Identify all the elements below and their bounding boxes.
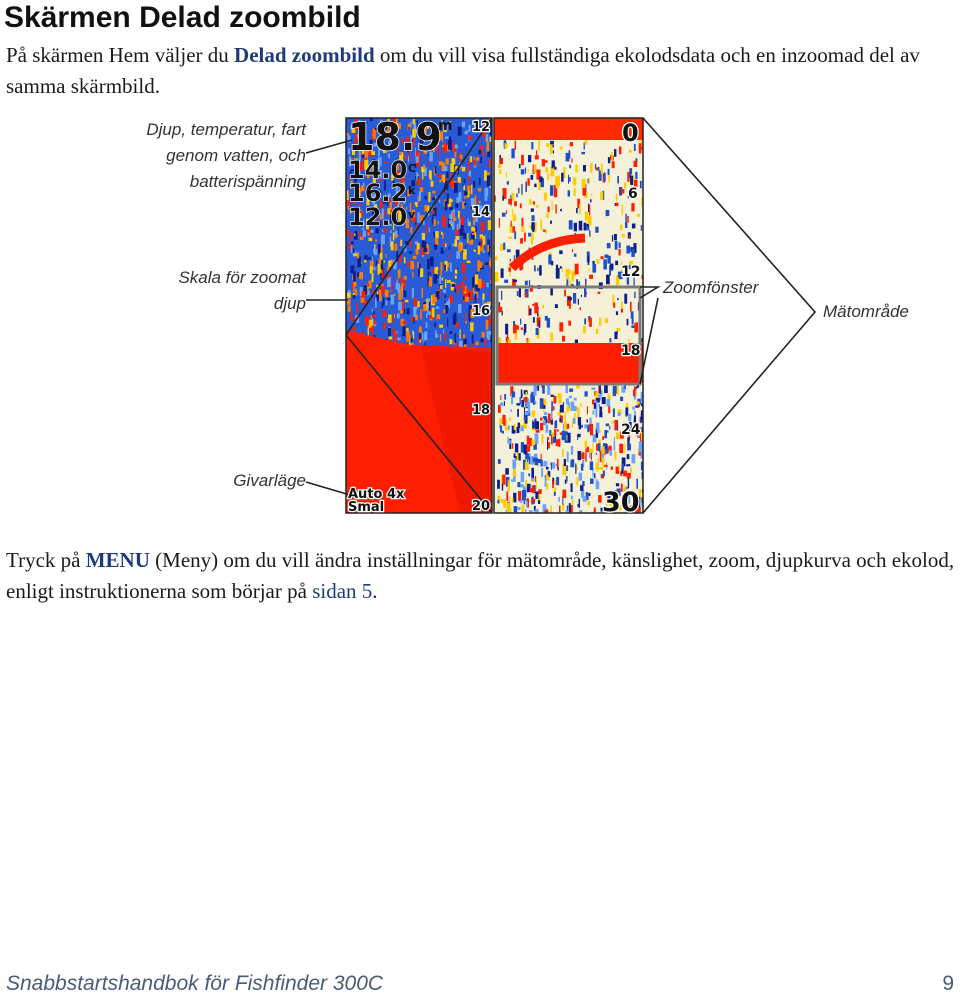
speed-value: 16.2 <box>348 179 408 207</box>
page-reference-link[interactable]: sidan 5 <box>312 579 373 603</box>
outro-text-2: (Meny) om du vill ändra inställningar för mätområde, känslighet, zoom, djupkurva och ekolod, enligt instruktionerna som börjar på <box>6 548 955 603</box>
intro-text-1: På skärmen Hem väljer du <box>6 43 235 67</box>
intro-text-2: om du vill visa fullständiga ekolodsdata och en inzoomad del av samma skärmbild. <box>6 43 920 98</box>
zoom-scale-label: 18 <box>472 403 491 418</box>
voltage-unit: v <box>408 208 416 221</box>
mode-line-2: Smal <box>348 500 385 515</box>
range-scale-label: 18 <box>621 343 641 359</box>
temperature-unit: C <box>408 162 417 175</box>
depth-unit: m <box>438 118 453 134</box>
voltage-value: 12.0 <box>348 203 408 231</box>
zoom-scale-label: 16 <box>472 304 491 319</box>
callout-transducer: Givarläge <box>233 471 306 490</box>
instructions-paragraph <box>6 545 956 607</box>
zoom-scale-label: 20 <box>472 499 491 514</box>
depth-value: 18.9 <box>348 115 442 159</box>
mode-line-1: Auto 4x <box>348 487 405 502</box>
zoom-scale-label: 12 <box>472 120 491 135</box>
range-scale-label: 0 <box>622 119 639 147</box>
range-scale-label: 30 <box>602 487 640 518</box>
range-scale-label: 24 <box>621 422 641 438</box>
temperature-value: 14.0 <box>348 156 408 184</box>
outro-text-3: . <box>372 579 378 603</box>
split-zoom-term: Delad zoombild <box>234 43 375 67</box>
callout-zoom-scale: Skala för zoomat djup <box>178 268 306 313</box>
range-scale-label: 12 <box>621 264 641 280</box>
menu-key-term: MENU <box>85 548 150 572</box>
speed-unit: k <box>408 184 416 197</box>
range-scale-label: 6 <box>628 186 638 202</box>
footer-page-number: 9 <box>942 972 954 995</box>
footer-manual-title: Snabbstartshandbok för Fishfinder 300C <box>6 972 384 995</box>
outro-text-1: Tryck på <box>6 548 86 572</box>
callout-data-fields: Djup, temperatur, fart genom vatten, och batterispänning <box>146 120 306 191</box>
zoomed-sonar-panel <box>494 118 646 522</box>
callout-zoom-window: Zoomfönster <box>663 278 759 297</box>
callout-range: Mätområde <box>823 302 909 321</box>
page-title: Skärmen Delad zoombild <box>4 1 361 34</box>
zoom-scale-label: 14 <box>472 205 491 220</box>
